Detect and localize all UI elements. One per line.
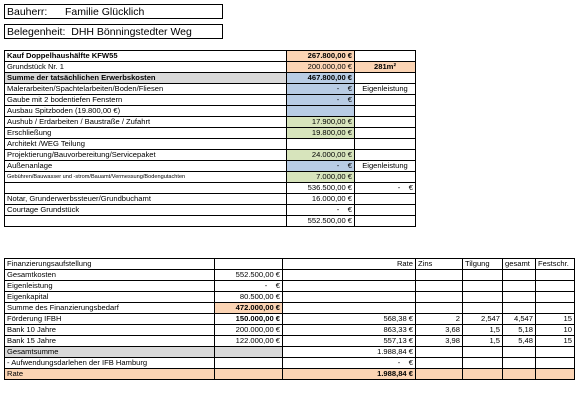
- bauherr-box: [4, 4, 223, 19]
- fin-rate: 1.988,84 €: [283, 347, 416, 358]
- fin-tilgung: 2,547: [463, 314, 503, 325]
- fin-label: Gesamtkosten: [5, 270, 215, 281]
- table-row: [5, 194, 416, 205]
- item-note: [355, 117, 416, 128]
- item-label: Aushub / Erdarbeiten / Baustraße / Zufahrt: [5, 117, 287, 128]
- item-note: [355, 106, 416, 117]
- item-note: [355, 128, 416, 139]
- item-note: Eigenleistung: [355, 161, 416, 172]
- table-row: [5, 358, 575, 369]
- fin-label: Bank 10 Jahre: [5, 325, 215, 336]
- fin-value: 150.000,00 €: [215, 314, 283, 325]
- courtage-label: Courtage Grundstück: [5, 205, 287, 216]
- item-label: Erschließung: [5, 128, 287, 139]
- fin-rate: 1.988,84 €: [283, 369, 416, 380]
- table-row: [5, 183, 416, 194]
- fin-value: 472.000,00 €: [215, 303, 283, 314]
- fin-value: 552.500,00 €: [215, 270, 283, 281]
- notar-value: 16.000,00 €: [287, 194, 355, 205]
- item-value: 24.000,00 €: [287, 150, 355, 161]
- table-row: [5, 336, 575, 347]
- belegenheit-label: Belegenheit:: [7, 26, 66, 38]
- table-row: [5, 51, 416, 62]
- table-row: [5, 314, 575, 325]
- header-tilgung: Tilgung: [463, 259, 503, 270]
- table-row: [5, 161, 416, 172]
- fin-zins: 3,68: [416, 325, 463, 336]
- item-note: [355, 139, 416, 150]
- item-note: [355, 95, 416, 106]
- table-row: [5, 139, 416, 150]
- fin-value: - €: [215, 281, 283, 292]
- fin-zins: 3,98: [416, 336, 463, 347]
- belegenheit-box: [4, 24, 223, 39]
- table-row: [5, 117, 416, 128]
- table-row: [5, 128, 416, 139]
- fin-value: 80.500,00 €: [215, 292, 283, 303]
- financing-table: [4, 258, 575, 380]
- table-row: [5, 216, 416, 227]
- fin-festschr: 15: [536, 336, 575, 347]
- item-value: - €: [287, 95, 355, 106]
- item-label: Gaube mit 2 bodentiefen Fenstern: [5, 95, 287, 106]
- table-row: [5, 62, 416, 73]
- table-row: [5, 325, 575, 336]
- table-row: [5, 73, 416, 84]
- fin-label: Eigenkapital: [5, 292, 215, 303]
- fin-label: Summe des Finanzierungsbedarf: [5, 303, 215, 314]
- fin-zins: 2: [416, 314, 463, 325]
- fin-label: Förderung IFBH: [5, 314, 215, 325]
- item-label: Ausbau Spitzboden (19.800,00 €): [5, 106, 287, 117]
- fin-tilgung: 1,5: [463, 336, 503, 347]
- table-row: [5, 292, 575, 303]
- item-value: 19.800,00 €: [287, 128, 355, 139]
- fin-rate: 863,33 €: [283, 325, 416, 336]
- item-note: Eigenleistung: [355, 84, 416, 95]
- fin-gesamt: 5,48: [503, 336, 536, 347]
- subtotal-value: 536.500,00 €: [287, 183, 355, 194]
- table-row: [5, 84, 416, 95]
- table-row: [5, 303, 575, 314]
- fin-label: Bank 15 Jahre: [5, 336, 215, 347]
- fin-festschr: 15: [536, 314, 575, 325]
- fin-rate: - €: [283, 358, 416, 369]
- grundstueck-value: 200.000,00 €: [287, 62, 355, 73]
- table-row: [5, 270, 575, 281]
- sum-value: 467.800,00 €: [287, 73, 355, 84]
- total-value: 552.500,00 €: [287, 216, 355, 227]
- header-zins: Zins: [416, 259, 463, 270]
- header-rate: Rate: [283, 259, 416, 270]
- fin-gesamt: 5,18: [503, 325, 536, 336]
- purchase-table: [4, 50, 416, 227]
- item-value: 7.000,00 €: [287, 172, 355, 183]
- table-row: [5, 150, 416, 161]
- fin-value: 200.000,00 €: [215, 325, 283, 336]
- item-value: - €: [287, 84, 355, 95]
- belegenheit-value: DHH Bönningstedter Weg: [71, 26, 192, 38]
- table-row: [5, 172, 416, 183]
- item-label: Projektierung/Bauvorbereitung/Servicepaket: [5, 150, 287, 161]
- sum-label: Summe der tatsächlichen Erwerbskosten: [5, 73, 287, 84]
- item-value: 17.900,00 €: [287, 117, 355, 128]
- fin-gesamt: 4,547: [503, 314, 536, 325]
- table-row: [5, 281, 575, 292]
- fin-label: Gesamtsumme: [5, 347, 215, 358]
- fin-festschr: 10: [536, 325, 575, 336]
- fin-rate: 557,13 €: [283, 336, 416, 347]
- fin-label: - Aufwendungsdarlehen der IFB Hamburg: [5, 358, 215, 369]
- table-row: [5, 347, 575, 358]
- item-value: - €: [287, 161, 355, 172]
- item-value: [287, 139, 355, 150]
- item-value: [287, 106, 355, 117]
- table-row: [5, 95, 416, 106]
- item-label: Außenanlage: [5, 161, 287, 172]
- financing-title: Finanzierungsaufstellung: [5, 259, 215, 270]
- item-note: [355, 150, 416, 161]
- item-label: Gebühren/Bauwasser und -strom/Bauamt/Vermessung/Bodengutachten: [5, 172, 287, 183]
- item-label: Malerarbeiten/Spachtelarbeiten/Boden/Fliesen: [5, 84, 287, 95]
- header-festschr: Festschr.: [536, 259, 575, 270]
- table-row: [5, 205, 416, 216]
- subtotal-extra: - €: [355, 183, 416, 194]
- grundstueck-area: 281m²: [355, 62, 416, 73]
- fin-label: Eigenleistung: [5, 281, 215, 292]
- bauherr-value: Familie Glücklich: [65, 6, 145, 18]
- fin-tilgung: 1,5: [463, 325, 503, 336]
- grundstueck-label: Grundstück Nr. 1: [5, 62, 287, 73]
- header-gesamt: gesamt: [503, 259, 536, 270]
- fin-value: 122.000,00 €: [215, 336, 283, 347]
- table-row: [5, 259, 575, 270]
- notar-label: Notar, Grunderwerbssteuer/Grundbuchamt: [5, 194, 287, 205]
- item-label: Architekt /WEG Teilung: [5, 139, 287, 150]
- item-note: [355, 172, 416, 183]
- fin-rate: 568,38 €: [283, 314, 416, 325]
- purchase-title-value: 267.800,00 €: [287, 51, 355, 62]
- courtage-value: - €: [287, 205, 355, 216]
- purchase-title: Kauf Doppelhaushälfte KFW55: [5, 51, 287, 62]
- table-row: [5, 106, 416, 117]
- table-row: [5, 369, 575, 380]
- fin-label: Rate: [5, 369, 215, 380]
- bauherr-label: Bauherr:: [7, 6, 48, 18]
